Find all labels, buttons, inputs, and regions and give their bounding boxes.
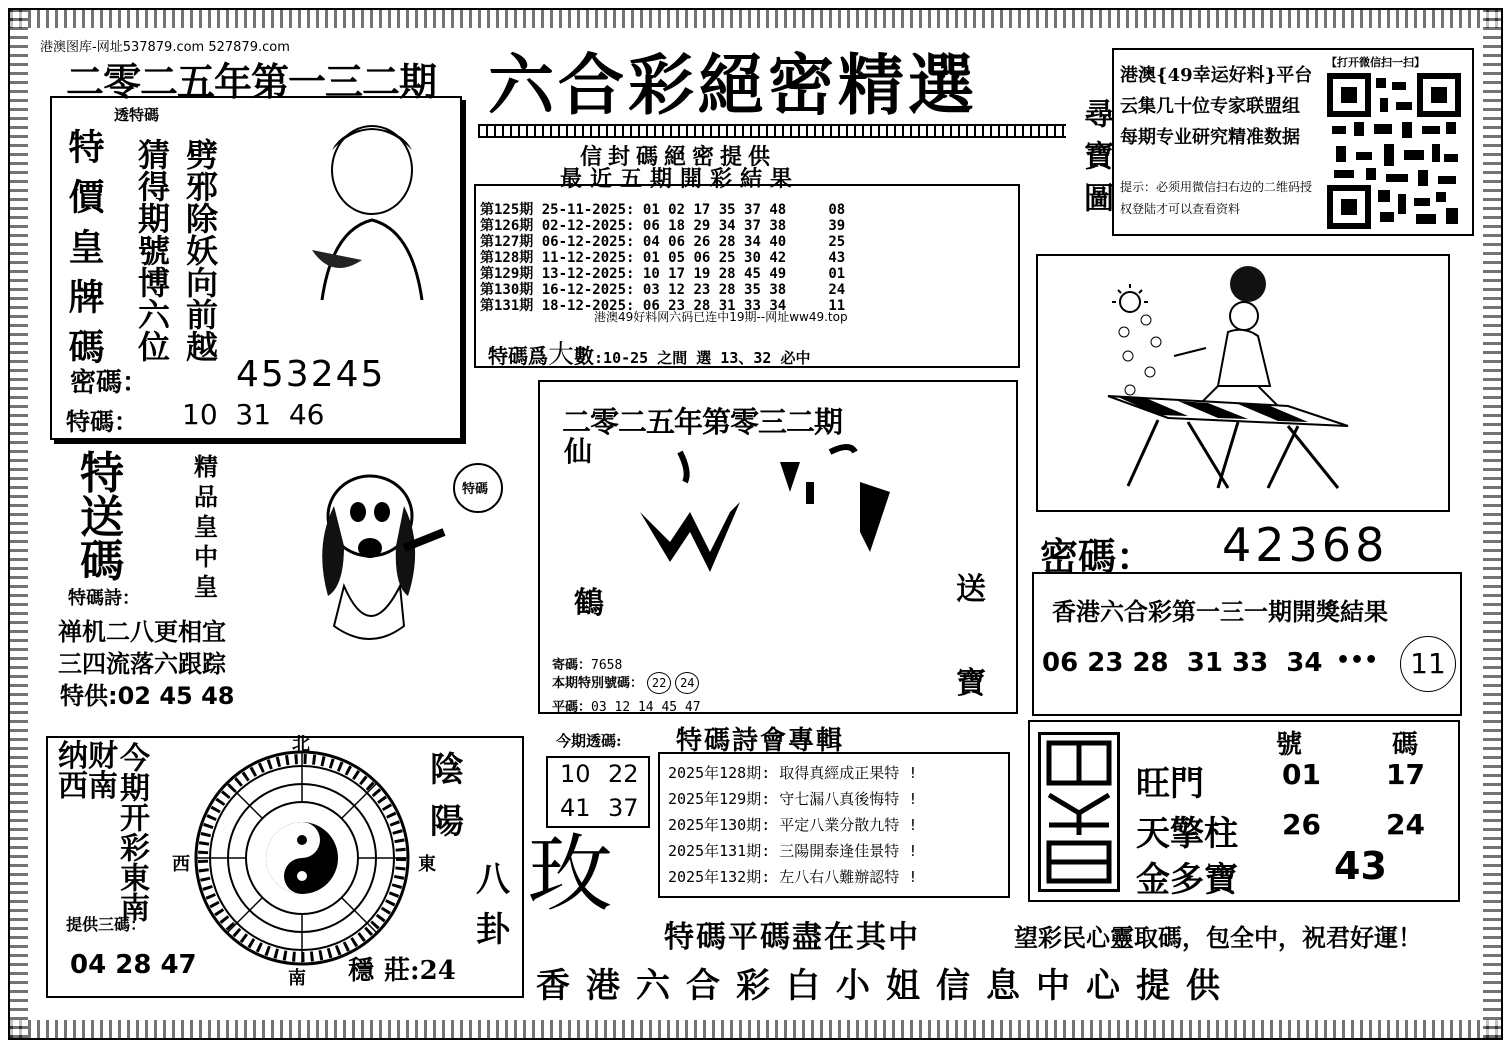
result-row — [480, 282, 845, 298]
result-period: 第126期 — [480, 218, 534, 234]
compass-east: 東 — [418, 854, 436, 875]
poem-period: 2025年132期: — [668, 868, 771, 886]
bagua-zhuang: 莊:24 — [384, 956, 456, 986]
title-ornament — [478, 124, 1066, 138]
center-box — [538, 380, 1018, 714]
center-flat-label: 平碼： — [552, 700, 592, 715]
bagua-col1-text: 纳财西南 — [58, 739, 118, 804]
recent-header: 最近五期開彩結果 — [560, 166, 801, 192]
result-numbers: 03 12 23 28 35 38 — [642, 282, 787, 298]
hk-result-special: 11 — [1400, 636, 1456, 692]
left-border-pattern — [10, 10, 28, 1038]
poem-text: 平定八業分散九特 — [779, 816, 900, 834]
gift-side-4: 中 — [194, 542, 218, 571]
left-box-col2: 猜得期號博六位 — [133, 138, 171, 362]
result-row — [480, 266, 845, 282]
gift-poem-line-2: 三四流落六跟踪 — [58, 649, 226, 678]
bottom-line: 特碼平碼盡在其中 — [664, 920, 920, 955]
lucky-seal-image — [1038, 732, 1120, 892]
hint-part-a: 特碼爲 — [488, 344, 548, 368]
gift-big-3: 碼 — [80, 536, 124, 587]
period-title: 二零二五年第一三二期 — [66, 59, 437, 104]
result-period: 第128期 — [480, 250, 534, 266]
result-date: 18-12-2025: — [541, 298, 635, 314]
result-numbers: 01 05 06 25 30 42 — [642, 250, 787, 266]
poems-title: 特碼詩會專輯 — [676, 726, 845, 756]
center-char-song: 送 — [956, 572, 986, 607]
center-special-label: 本期特別號碼： — [552, 676, 644, 691]
poem-mark: ! — [908, 842, 918, 860]
result-date: 06-12-2025: — [541, 234, 635, 250]
result-numbers: 10 17 19 28 45 49 — [642, 266, 787, 282]
lucky-row1-b: 17 — [1386, 758, 1425, 791]
result-numbers: 06 18 29 34 37 38 — [642, 218, 787, 234]
today-code: 22 — [608, 760, 639, 788]
result-row — [480, 202, 845, 218]
gift-poem-line-1: 禅机二八更相宜 — [58, 617, 226, 646]
hint-part-c: 數 — [574, 344, 595, 368]
poem-mark: ! — [908, 816, 918, 834]
lucky-row2-a: 26 — [1282, 808, 1321, 841]
poem-mark: ! — [908, 764, 918, 782]
bagua-yang: 陽 — [430, 802, 464, 842]
poem-period: 2025年130期: — [668, 816, 771, 834]
platform-ad-line: 港澳{49幸运好料}平台 — [1120, 65, 1313, 86]
special-hint-line — [488, 334, 810, 371]
top-border-pattern — [10, 10, 1501, 28]
result-period: 第127期 — [480, 234, 534, 250]
today-code: 37 — [608, 794, 639, 822]
results-rows — [480, 202, 845, 314]
center-char-xian: 仙 — [564, 435, 593, 468]
result-row — [480, 250, 845, 266]
lucky-row2-b: 24 — [1386, 808, 1425, 841]
result-date: 25-11-2025: — [541, 202, 635, 218]
result-numbers: 01 02 17 35 37 48 — [642, 202, 787, 218]
main-title: 六合彩絕密精選 — [488, 46, 978, 124]
big-character: 玫 — [528, 825, 613, 923]
today-code: 10 — [560, 760, 591, 788]
result-date: 11-12-2025: — [541, 250, 635, 266]
result-period: 第130期 — [480, 282, 534, 298]
bagua-gua: 卦 — [476, 910, 510, 950]
left-secret-label: 密碼： — [70, 368, 149, 398]
center-char-bao: 寶 — [956, 666, 986, 701]
center-secret-value: 7658 — [591, 658, 623, 673]
child-illustration-box — [1036, 254, 1450, 512]
lucky-row3-label: 金多寶 — [1136, 860, 1238, 900]
center-special-row — [552, 672, 699, 694]
center-char-he: 鶴 — [574, 586, 604, 621]
center-secret-label: 寄碼： — [552, 658, 592, 673]
bagua-supply-values: 04 28 47 — [70, 950, 197, 980]
bagua-box — [46, 736, 524, 998]
hint-part-b: 大 — [548, 340, 575, 370]
bagua-col1 — [58, 739, 118, 804]
qr-code[interactable] — [1326, 72, 1462, 230]
result-row — [480, 234, 845, 250]
lady-portrait-image — [292, 110, 452, 350]
result-numbers: 06 23 28 31 33 34 — [642, 298, 787, 314]
left-secret-value: 453245 — [236, 354, 386, 395]
right-secret-value: 42368 — [1222, 518, 1389, 572]
child-on-bench-image — [1038, 256, 1448, 510]
result-date: 13-12-2025: — [541, 266, 635, 282]
bagua-wen: 穩 — [348, 956, 375, 986]
hk-result-box — [1032, 572, 1462, 716]
result-date: 02-12-2025: — [541, 218, 635, 234]
poem-rows — [668, 760, 917, 890]
treasure-label: 尋寶圖 — [1078, 98, 1113, 224]
poem-text: 三陽開泰逢佳景特 — [779, 842, 900, 860]
result-special: 24 — [828, 282, 846, 298]
watermark-text: 港澳图库-网址537879.com 527879.com — [40, 40, 290, 55]
lucky-row1-a: 01 — [1282, 758, 1321, 791]
dog-cartoon-image — [304, 456, 514, 652]
result-special: 08 — [828, 202, 846, 218]
results-watermark: 港澳49好料网六码已连中19期--网址ww49.top — [594, 310, 848, 324]
compass-north: 北 — [292, 734, 310, 755]
platform-hint: 提示：必须用微信扫右边的二维码授权登陆才可以查看资料 — [1120, 180, 1313, 216]
result-period: 第125期 — [480, 202, 534, 218]
center-special-circle: 24 — [675, 672, 699, 694]
left-box-sub: 透特碼 — [114, 106, 160, 124]
result-special: 01 — [828, 266, 846, 282]
poem-row — [668, 760, 917, 786]
footer-line: 香港六合彩白小姐信息中心提供 — [536, 966, 1236, 1006]
right-border-pattern — [1483, 10, 1501, 1038]
today-code: 41 — [560, 794, 591, 822]
lucky-row3-a: 43 — [1334, 844, 1387, 888]
gift-side-1: 精 — [194, 452, 218, 481]
poem-mark: ! — [908, 790, 918, 808]
envelope-header: 信封碼絕密提供 — [580, 144, 777, 170]
left-code-box — [50, 96, 462, 440]
hk-result-title: 香港六合彩第一三一期開獎結果 — [1052, 597, 1388, 626]
lucky-row2-label: 天擎柱 — [1136, 814, 1238, 854]
bagua-ba: 八 — [476, 860, 510, 900]
gift-badge: 特碼 — [462, 482, 489, 497]
result-special: 25 — [828, 234, 846, 250]
gift-big-2: 送 — [80, 492, 124, 543]
today-label: 今期透碼: — [556, 732, 622, 750]
center-flat-values: 03 12 14 45 47 — [591, 700, 701, 715]
hk-result-dots: ••• — [1336, 648, 1379, 673]
poem-period: 2025年131期: — [668, 842, 771, 860]
lucky-head-2: 碼 — [1392, 730, 1419, 760]
lucky-row1-label: 旺門 — [1136, 764, 1204, 804]
bagua-compass-image — [192, 748, 412, 968]
center-period: 二零二五年第零三二期 — [562, 405, 843, 439]
poem-mark: ! — [908, 868, 918, 886]
gift-side-5: 皇 — [194, 572, 218, 601]
platform-ad-line: 每期专业研究精准数据 — [1120, 127, 1300, 148]
lucky-head-1: 號 — [1276, 730, 1303, 760]
wish-line: 望彩民心靈取碼，包全中，祝君好運！ — [1014, 923, 1422, 952]
left-special-values: 10 31 46 — [182, 398, 325, 431]
left-box-col1: 特價皇牌碼 — [63, 128, 105, 378]
bottom-border-pattern — [10, 1020, 1501, 1038]
poems-box — [658, 752, 1010, 898]
center-secret-row — [552, 654, 622, 673]
gift-side-3: 皇 — [194, 512, 218, 541]
hk-result-numbers: 06 23 28 31 33 34 — [1042, 648, 1323, 678]
poem-text: 取得真經成正果特 — [779, 764, 900, 782]
poem-text: 左八右八難辦認特 — [779, 868, 900, 886]
center-flat-row — [552, 696, 701, 715]
poem-period: 2025年129期: — [668, 790, 771, 808]
poem-row — [668, 864, 917, 890]
hint-part-d: :10-25 之間 選 13、32 必中 — [594, 349, 811, 367]
result-special: 11 — [828, 298, 846, 314]
poem-period: 2025年128期: — [668, 764, 771, 782]
bagua-yin: 陰 — [430, 750, 464, 790]
left-special-label: 特碼： — [66, 407, 138, 436]
gift-poem-label: 特碼詩： — [68, 588, 140, 609]
result-row — [480, 218, 845, 234]
qr-label: 【打开微信扫一扫】 — [1326, 56, 1425, 69]
right-secret-label: 密碼： — [1040, 534, 1155, 579]
crane-brush-image — [630, 442, 930, 582]
poem-row — [668, 786, 917, 812]
results-table — [474, 184, 1020, 368]
gift-supply: 特供:02 45 48 — [60, 682, 235, 710]
bagua-supply-label: 提供三碼： — [66, 915, 147, 934]
left-box-col3: 劈邪除妖向前越 — [181, 138, 219, 362]
gift-big-1: 特 — [80, 448, 124, 499]
gift-side-2: 品 — [194, 482, 218, 511]
today-codes-box — [546, 756, 650, 828]
lucky-box — [1028, 720, 1460, 902]
result-numbers: 04 06 26 28 34 40 — [642, 234, 787, 250]
poem-row — [668, 812, 917, 838]
poem-text: 守七漏八真後悔特 — [779, 790, 900, 808]
poem-row — [668, 838, 917, 864]
result-special: 43 — [828, 250, 846, 266]
compass-west: 西 — [172, 854, 190, 875]
platform-ad-line: 云集几十位专家联盟组 — [1120, 96, 1300, 117]
compass-south: 南 — [288, 968, 306, 989]
bagua-col2: 今期开彩東南 — [114, 742, 149, 922]
result-period: 第129期 — [480, 266, 534, 282]
center-special-circle: 22 — [647, 672, 671, 694]
result-special: 39 — [828, 218, 846, 234]
result-period: 第131期 — [480, 298, 534, 314]
platform-ad-box — [1112, 48, 1474, 236]
result-date: 16-12-2025: — [541, 282, 635, 298]
